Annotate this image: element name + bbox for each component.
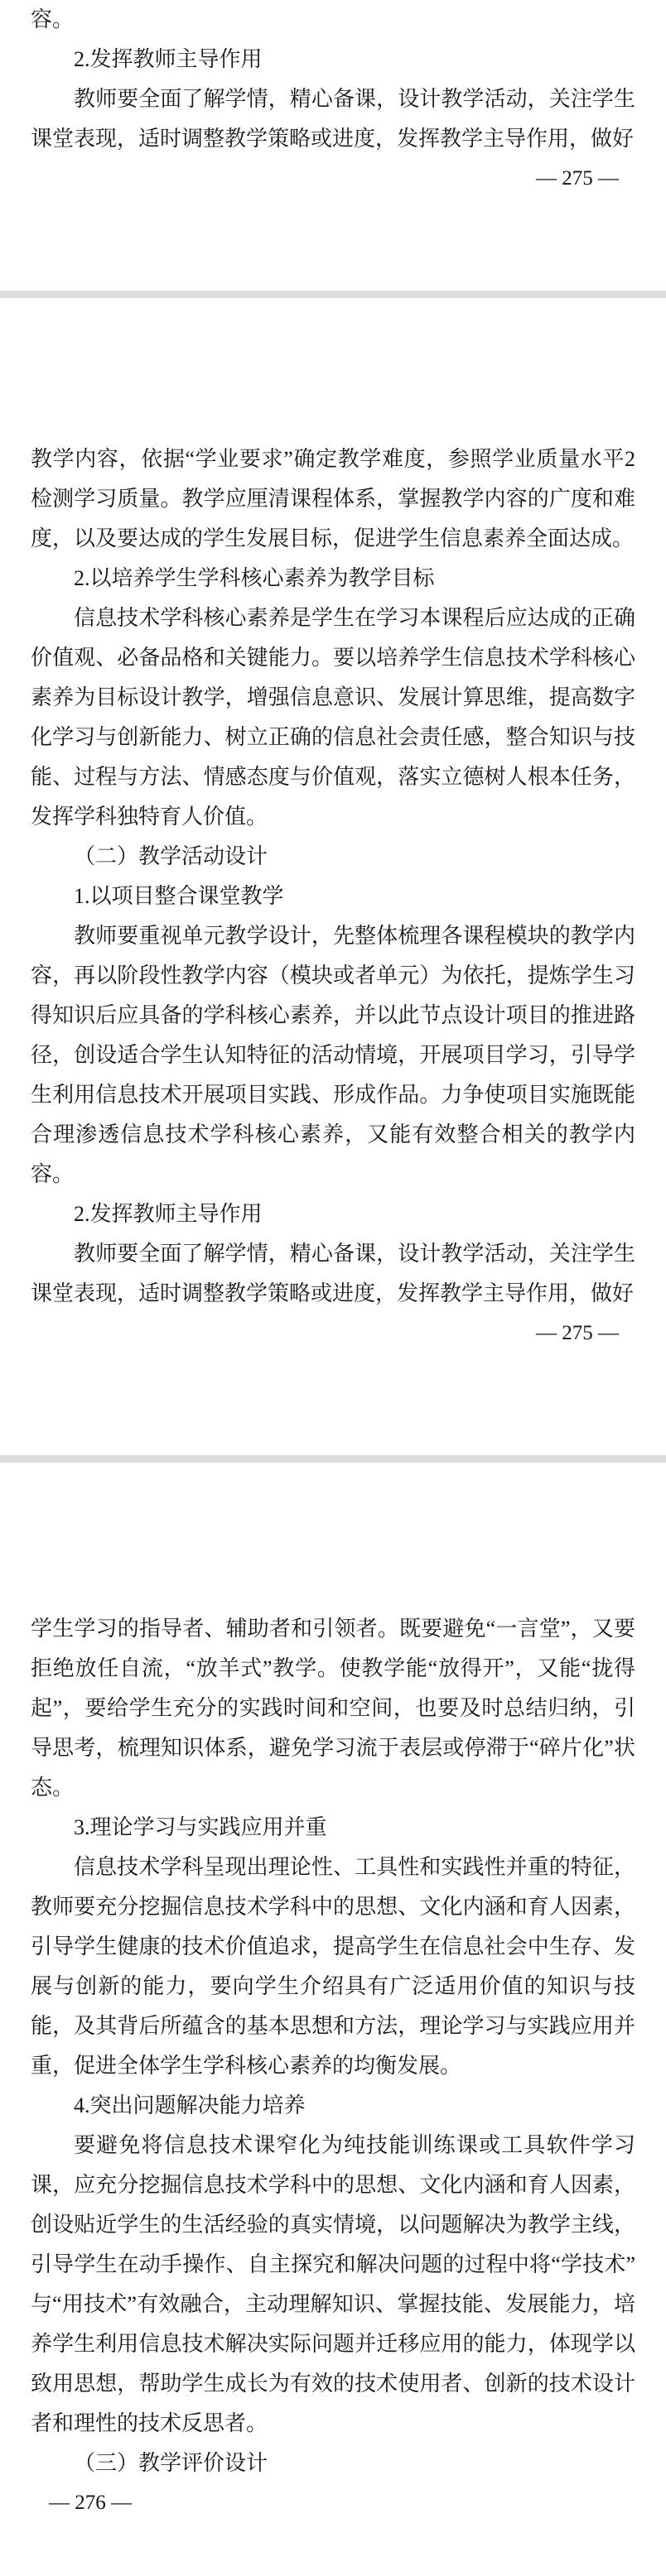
numbered-heading: 3.理论学习与实践应用并重 bbox=[74, 1815, 327, 1839]
paragraph: 教学内容，依据“学业要求”确定教学难度，参照学业质量水平2检测学习质量。教学应厘清课程体系，掌握教学内容的广度和难度，以及要达成的学生发展目标，促进学生信息素养全面达成。 bbox=[31, 447, 635, 550]
page-separator bbox=[0, 291, 666, 298]
numbered-heading: 2.发挥教师主导作用 bbox=[74, 47, 263, 71]
numbered-heading: 2.发挥教师主导作用 bbox=[74, 1202, 263, 1226]
page-number: — 275 — bbox=[536, 167, 619, 190]
numbered-heading: 2.以培养学生学科核心素养为教学目标 bbox=[74, 566, 435, 590]
page-276 bbox=[0, 1463, 666, 2576]
paragraph: 信息技术学科核心素养是学生在学习本课程后应达成的正确价值观、必备品格和关键能力。要以培养学生信息技术学科核心素养为目标设计教学，增强信息意识、发展计算思维，提高数字化学习与创新能力、树立正确的信息社会责任感，整合知识与技能、过程与方法、情感态度与价值观，落实立德树人根本任务，发挥学科独特育人价值。 bbox=[31, 606, 635, 829]
paragraph: 教师要全面了解学情，精心备课，设计教学活动，关注学生课堂表现，适时调整教学策略或进度，发挥教学主导作用，做好 bbox=[31, 87, 635, 151]
numbered-heading: 1.以项目整合课堂教学 bbox=[74, 884, 284, 908]
paragraph: 教师要重视单元教学设计，先整体梳理各课程模块的教学内容，再以阶段性教学内容（模块或者单元）为依托，提炼学生习得知识后应具备的学科核心素养，并以此节点设计项目的推进路径，创设适合学生认知特征的活动情境，开展项目学习，引导学生利用信息技术开展项目实践、形成作品。力争使项目实施既能合理渗透信息技术学科核心素养，又能有效整合相关的教学内容。 bbox=[31, 924, 635, 1186]
paragraph: 教师要全面了解学情，精心备课，设计教学活动，关注学生课堂表现，适时调整教学策略或进度，发挥教学主导作用，做好 bbox=[31, 1242, 635, 1305]
paragraph: 信息技术学科呈现出理论性、工具性和实践性并重的特征，教师要充分挖掘信息技术学科中的思想、文化内涵和育人因素，引导学生健康的技术价值追求，提高学生在信息社会中生存、发展与创新的能力，要向学生介绍具有广泛适用价值的知识与技能，及其背后所蕴含的基本思想和方法，理论学习与实践应用并重，促进全体学生学科核心素养的均衡发展。 bbox=[31, 1855, 635, 2078]
numbered-heading: 4.突出问题解决能力培养 bbox=[74, 2093, 306, 2117]
page-275-bottom-fragment bbox=[0, 0, 666, 291]
paragraph: 要避免将信息技术课窄化为纯技能训练课或工具软件学习课，应充分挖掘信息技术学科中的思想、文化内涵和育人因素，创设贴近学生的生活经验的真实情境，以问题解决为教学主线，引导学生在动手操作、自主探究和解决问题的过程中将“学技术”与“用技术”有效融合，主动理解知识、掌握技能、发展能力，培养学生利用信息技术解决实际问题并迁移应用的能力，体现学以致用思想，帮助学生成长为有效的技术使用者、创新的技术设计者和理性的技术反思者。 bbox=[31, 2133, 635, 2435]
paragraph: 学生学习的指导者、辅助者和引领者。既要避免“一言堂”，又要拒绝放任自流，“放羊式”教学。使教学能“放得开”，又能“拢得起”，要给学生充分的实践时间和空间，也要及时总结归纳，引导思考，梳理知识体系，避免学习流于表层或停滞于“碎片化”状态。 bbox=[31, 1617, 635, 1800]
page-275 bbox=[0, 298, 666, 1455]
paragraph: 容。 bbox=[31, 7, 75, 31]
section-heading: （二）教学活动设计 bbox=[74, 844, 268, 868]
page-number: — 275 — bbox=[536, 1322, 619, 1344]
page-number: — 276 — bbox=[49, 2492, 132, 2514]
section-heading: （三）教学评价设计 bbox=[74, 2451, 268, 2475]
page-separator bbox=[0, 1455, 666, 1463]
